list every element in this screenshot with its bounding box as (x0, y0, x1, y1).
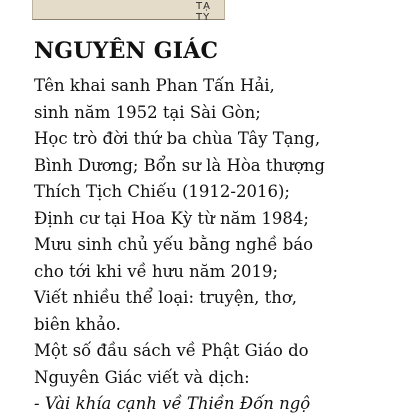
bio-line: Thích Tịch Chiếu (1912-2016); (34, 182, 290, 201)
intro-line: Nguyên Giác viết và dịch: (34, 367, 250, 387)
author-name-heading: NGUYÊN GIÁC (34, 38, 219, 64)
bio-line: Học trò đời thứ ba chùa Tây Tạng, (34, 129, 321, 148)
bio-line: cho tới khi về hưu năm 2019; (34, 261, 279, 281)
bio-line: Định cư tại Hoa Kỳ từ năm 1984; (34, 208, 309, 228)
bio-line: Tên khai sanh Phan Tấn Hải, (34, 76, 275, 95)
bio-line: Viết nhiều thể loại: truyện, thơ, (34, 288, 298, 307)
intro-line: Một số đầu sách về Phật Giáo do (34, 341, 309, 360)
book-title-item: - Vài khía cạnh về Thiền Đốn ngộ (34, 394, 311, 413)
book-cover-image (32, 0, 225, 23)
book-list-intro (34, 338, 310, 418)
bio-line: Mưu sinh chủ yếu bằng nghề báo (34, 235, 314, 254)
bio-line: Bình Dương; Bổn sư là Hòa thượng (34, 155, 325, 175)
bio-line: biên khảo. (34, 314, 121, 334)
bio-line: sinh năm 1952 tại Sài Gòn; (34, 102, 261, 122)
author-biography (34, 73, 325, 338)
cover-signature: TẠ TY (196, 1, 211, 23)
